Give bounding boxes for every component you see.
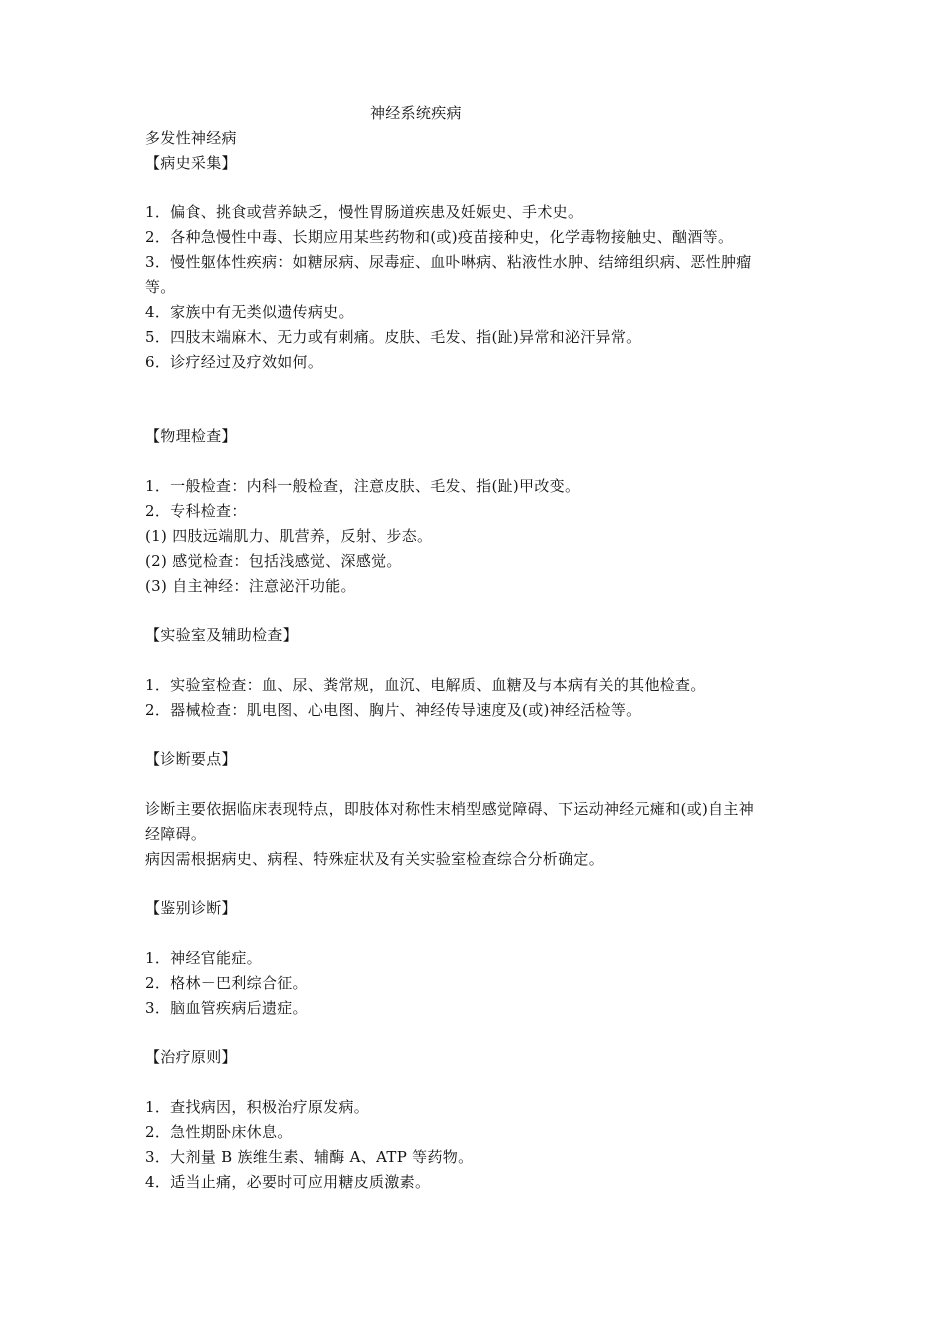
history-item: 2．各种急慢性中毒、长期应用某些药物和(或)疫苗接种史，化学毒物接触史、酗酒等。: [145, 228, 734, 246]
history-heading: 【病史采集】: [145, 154, 237, 172]
differential-item: 1．神经官能症。: [145, 949, 262, 967]
lab-item: 1．实验室检查：血、尿、粪常规，血沉、电解质、血糖及与本病有关的其他检查。: [145, 676, 706, 694]
treatment-item: 4．适当止痛，必要时可应用糖皮质激素。: [145, 1173, 431, 1191]
diagnosis-heading: 【诊断要点】: [145, 750, 237, 768]
physical-item: (1) 四肢远端肌力、肌营养，反射、步态。: [145, 527, 433, 545]
treatment-heading: 【治疗原则】: [145, 1048, 237, 1066]
physical-item: 1．一般检查：内科一般检查，注意皮肤、毛发、指(趾)甲改变。: [145, 477, 581, 495]
lab-item: 2．器械检查：肌电图、心电图、胸片、神经传导速度及(或)神经活检等。: [145, 701, 642, 719]
diagnosis-item: 诊断主要依据临床表现特点，即肢体对称性末梢型感觉障碍、下运动神经元瘫和(或)自主神: [145, 800, 755, 818]
history-item: 3．慢性躯体性疾病：如糖尿病、尿毒症、血卟啉病、粘液性水肿、结缔组织病、恶性肿瘤: [145, 253, 752, 271]
physical-item: (2) 感觉检查：包括浅感觉、深感觉。: [145, 552, 402, 570]
diagnosis-item: 病因需根据病史、病程、特殊症状及有关实验室检查综合分析确定。: [145, 850, 605, 868]
disease-name: 多发性神经病: [145, 129, 237, 147]
history-item: 1．偏食、挑食或营养缺乏，慢性胃肠道疾患及妊娠史、手术史。: [145, 203, 584, 221]
physical-item: (3) 自主神经：注意泌汗功能。: [145, 577, 356, 595]
treatment-item: 2．急性期卧床休息。: [145, 1123, 293, 1141]
treatment-item: 3．大剂量 B 族维生素、辅酶 A、ATP 等药物。: [145, 1148, 474, 1166]
differential-heading: 【鉴别诊断】: [145, 899, 237, 917]
document-title: 神经系统疾病: [370, 104, 462, 122]
lab-heading: 【实验室及辅助检查】: [145, 626, 299, 644]
physical-item: 2．专科检查：: [145, 502, 247, 520]
diagnosis-item: 经障碍。: [145, 825, 207, 843]
differential-item: 2．格林－巴利综合征。: [145, 974, 308, 992]
history-item: 4．家族中有无类似遗传病史。: [145, 303, 354, 321]
history-item: 6．诊疗经过及疗效如何。: [145, 353, 324, 371]
treatment-item: 1．查找病因，积极治疗原发病。: [145, 1098, 370, 1116]
physical-heading: 【物理检查】: [145, 427, 237, 445]
history-item: 5．四肢末端麻木、无力或有刺痛。皮肤、毛发、指(趾)异常和泌汗异常。: [145, 328, 642, 346]
differential-item: 3．脑血管疾病后遗症。: [145, 999, 308, 1017]
history-item: 等。: [145, 278, 176, 296]
